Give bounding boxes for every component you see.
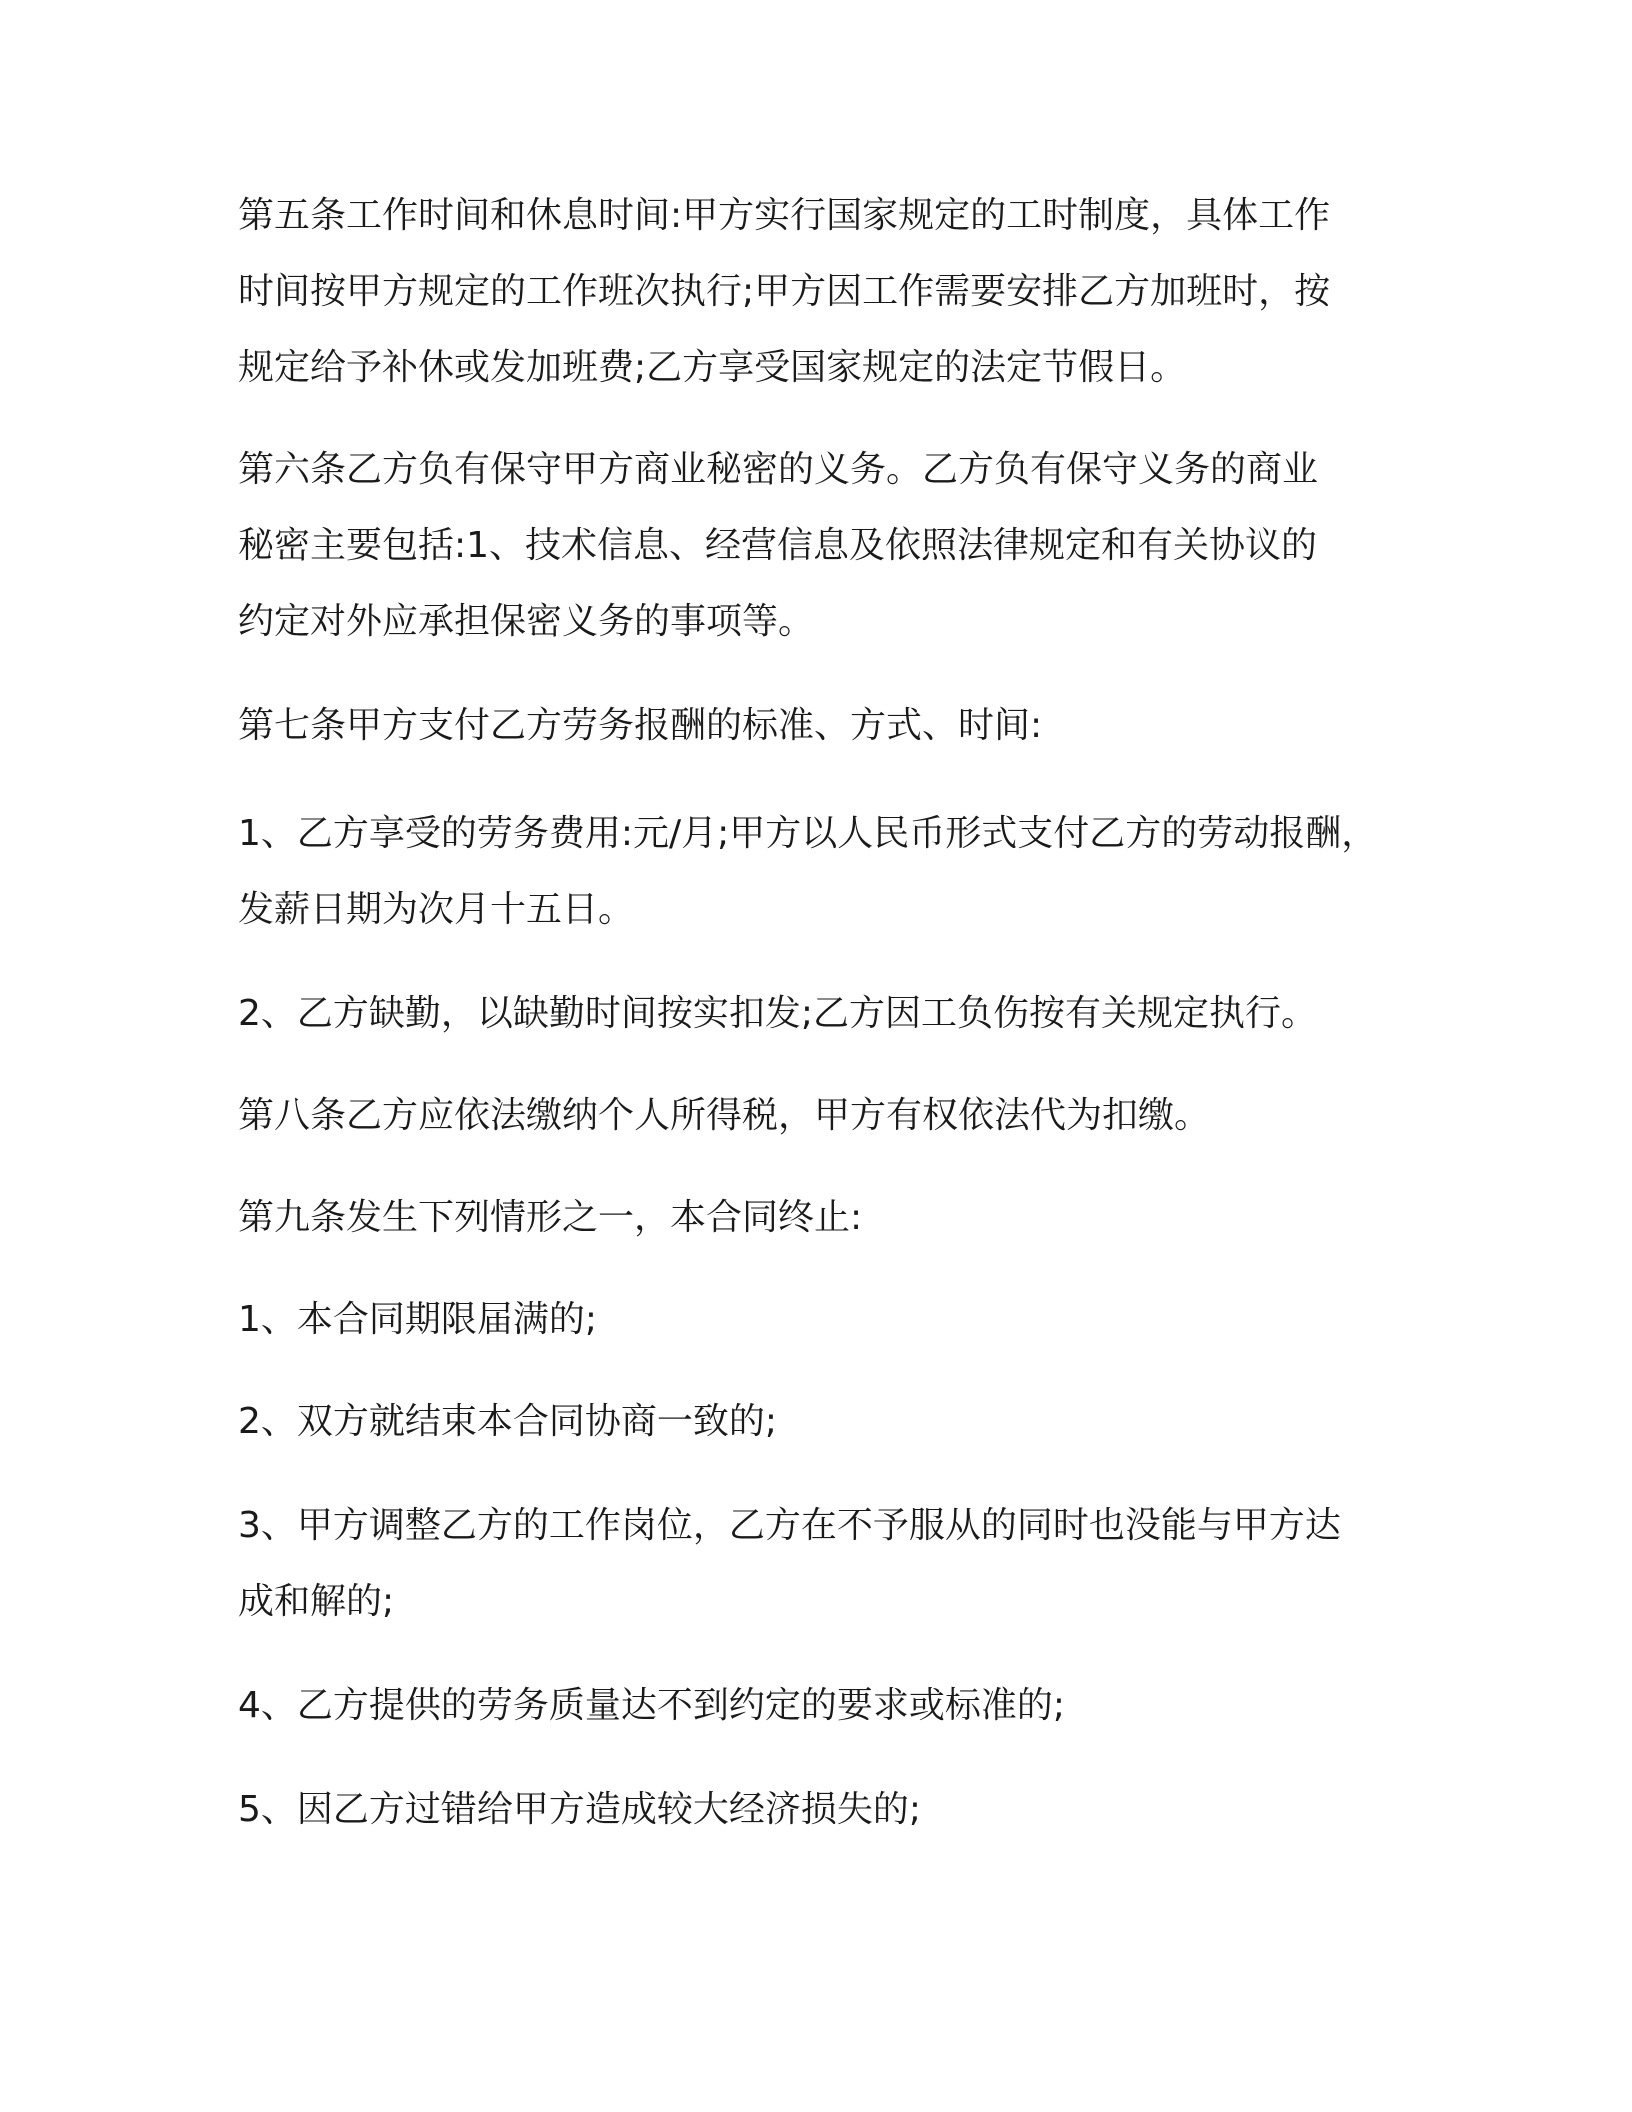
text-line: 约定对外应承担保密义务的事项等。: [238, 601, 815, 642]
text-line: 2、乙方缺勤，以缺勤时间按实扣发;乙方因工负伤按有关规定执行。: [238, 993, 1318, 1034]
article-9-item-1: [238, 1282, 1408, 1358]
text-line: 第五条工作时间和休息时间:甲方实行国家规定的工时制度，具体工作: [238, 195, 1331, 236]
text-line: 3、甲方调整乙方的工作岗位，乙方在不予服从的同时也没能与甲方达: [238, 1505, 1341, 1546]
article-8-paragraph: [238, 1078, 1408, 1154]
text-line: 1、本合同期限届满的;: [238, 1299, 598, 1340]
text-line: 第六条乙方负有保守甲方商业秘密的义务。乙方负有保守义务的商业: [238, 449, 1319, 490]
text-line: 时间按甲方规定的工作班次执行;甲方因工作需要安排乙方加班时，按: [238, 271, 1331, 312]
article-9-item-5: [238, 1772, 1408, 1848]
text-line: 规定给予补休或发加班费;乙方享受国家规定的法定节假日。: [238, 347, 1187, 388]
text-line: 2、双方就结束本合同协商一致的;: [238, 1401, 778, 1442]
article-7-item-1: [238, 796, 1408, 948]
article-7-paragraph: [238, 688, 1408, 764]
text-line: 秘密主要包括:1、技术信息、经营信息及依照法律规定和有关协议的: [238, 525, 1318, 566]
text-line: 4、乙方提供的劳务质量达不到约定的要求或标准的;: [238, 1685, 1066, 1726]
article-9-item-2: [238, 1384, 1408, 1460]
text-line: 第九条发生下列情形之一，本合同终止:: [238, 1197, 863, 1238]
text-line: 成和解的;: [238, 1581, 395, 1622]
article-9-paragraph: [238, 1180, 1408, 1256]
text-line: 第八条乙方应依法缴纳个人所得税，甲方有权依法代为扣缴。: [238, 1095, 1211, 1136]
article-9-item-3: [238, 1488, 1408, 1640]
text-line: 5、因乙方过错给甲方造成较大经济损失的;: [238, 1789, 922, 1830]
text-line: 发薪日期为次月十五日。: [238, 889, 635, 930]
article-6-paragraph: [238, 432, 1408, 660]
article-9-item-4: [238, 1668, 1408, 1744]
text-line: 1、乙方享受的劳务费用:元/月;甲方以人民币形式支付乙方的劳动报酬，: [238, 813, 1378, 854]
text-line: 第七条甲方支付乙方劳务报酬的标准、方式、时间:: [238, 705, 1043, 746]
article-7-item-2: [238, 976, 1408, 1052]
article-5-paragraph: [238, 178, 1408, 406]
